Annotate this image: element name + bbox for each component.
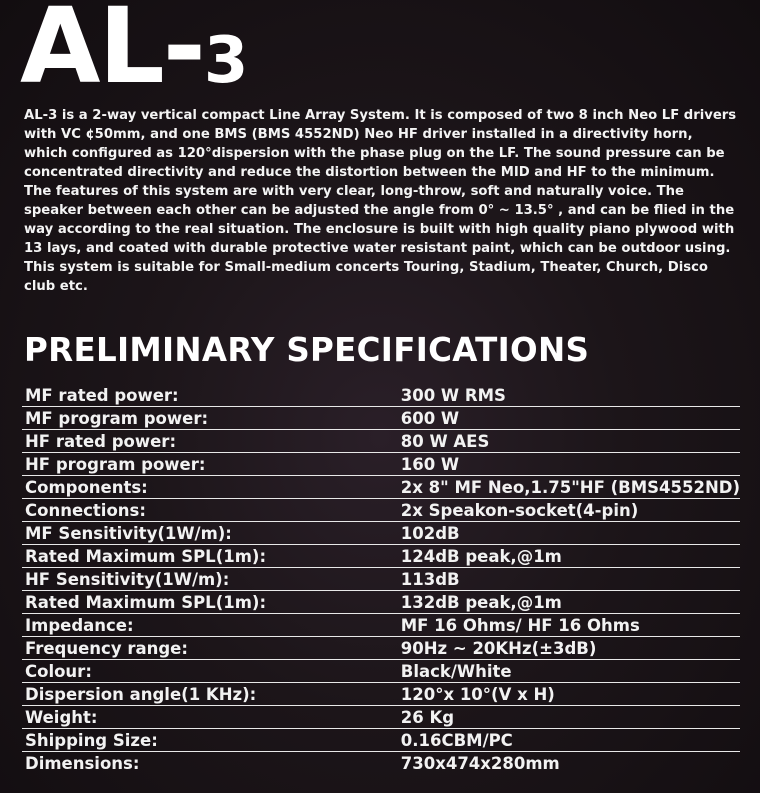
spec-row	[22, 452, 740, 475]
spec-value: 80 W AES	[400, 431, 490, 451]
spec-row	[22, 590, 740, 613]
spec-row	[22, 682, 740, 705]
spec-value: 132dB peak,@1m	[400, 592, 562, 612]
spec-label: HF Sensitivity(1W/m):	[25, 569, 230, 589]
spec-value: 26 Kg	[400, 707, 455, 727]
product-title-main: AL-	[20, 0, 204, 107]
spec-value: 124dB peak,@1m	[400, 546, 562, 566]
spec-label: Rated Maximum SPL(1m):	[25, 546, 267, 566]
spec-row	[22, 498, 740, 521]
spec-label: Dispersion angle(1 KHz):	[25, 684, 257, 704]
spec-value: 120°x 10°(V x H)	[400, 684, 555, 704]
spec-value: 160 W	[400, 454, 460, 474]
spec-value: 90Hz ~ 20KHz(±3dB)	[400, 638, 597, 658]
spec-row	[22, 728, 740, 751]
spec-label: Impedance:	[25, 615, 134, 635]
spec-row	[22, 521, 740, 544]
spec-row	[22, 751, 740, 774]
spec-row	[22, 613, 740, 636]
spec-row	[22, 544, 740, 567]
spec-value: Black/White	[400, 661, 512, 681]
spec-row	[22, 406, 740, 429]
spec-label: Frequency range:	[25, 638, 188, 658]
specifications-body	[22, 383, 740, 774]
spec-label: MF rated power:	[25, 385, 179, 405]
specifications-heading: PRELIMINARY SPECIFICATIONS	[24, 331, 590, 369]
spec-value: 600 W	[400, 408, 460, 428]
spec-label: Rated Maximum SPL(1m):	[25, 592, 267, 612]
spec-label: Components:	[25, 477, 148, 497]
spec-value: MF 16 Ohms/ HF 16 Ohms	[400, 615, 640, 635]
specifications-table	[22, 383, 740, 774]
spec-row	[22, 636, 740, 659]
product-title-suffix: 3	[203, 24, 249, 98]
spec-label: Dimensions:	[25, 754, 140, 773]
product-description: AL-3 is a 2-way vertical compact Line Array System. It is composed of two 8 inch Neo LF drivers with VC ¢50mm, and one BMS (BMS 4552ND) Neo HF driver installed in a directivity horn, which configured as 120°dispersion with the phase plug on the LF. The sound pressure can be concentrated directivity and reduce the distortion between the MID and HF to the minimum. The features of this system are with very clear, long-throw, soft and naturally voice. The speaker between each other can be adjusted the angle from 0° ~ 13.5° , and can be flied in the way according to the real situation. The enclosure is built with high quality piano plywood with 13 lays, and coated with durable protective water resistant paint, which can be outdoor using. This system is suitable for Small-medium concerts Touring, Stadium, Theater, Church, Disco club etc.	[24, 108, 737, 294]
spec-row	[22, 475, 740, 498]
spec-value: 102dB	[400, 523, 460, 543]
spec-row	[22, 567, 740, 590]
product-title	[20, 0, 249, 107]
spec-row	[22, 705, 740, 728]
spec-value: 2x Speakon-socket(4-pin)	[400, 500, 639, 520]
spec-value: 2x 8" MF Neo,1.75"HF (BMS4552ND)	[400, 477, 740, 497]
spec-row	[22, 659, 740, 682]
spec-row	[22, 383, 740, 406]
spec-value: 730x474x280mm	[400, 754, 560, 773]
spec-label: Shipping Size:	[25, 730, 158, 750]
spec-label: Connections:	[25, 500, 146, 520]
spec-label: MF program power:	[25, 408, 209, 428]
spec-value: 113dB	[400, 569, 460, 589]
spec-row	[22, 429, 740, 452]
spec-label: MF Sensitivity(1W/m):	[25, 523, 232, 543]
spec-label: HF rated power:	[25, 431, 177, 451]
spec-value: 0.16CBM/PC	[400, 730, 513, 750]
spec-label: HF program power:	[25, 454, 206, 474]
spec-label: Colour:	[25, 661, 92, 681]
spec-value: 300 W RMS	[400, 385, 506, 405]
spec-label: Weight:	[25, 707, 98, 727]
